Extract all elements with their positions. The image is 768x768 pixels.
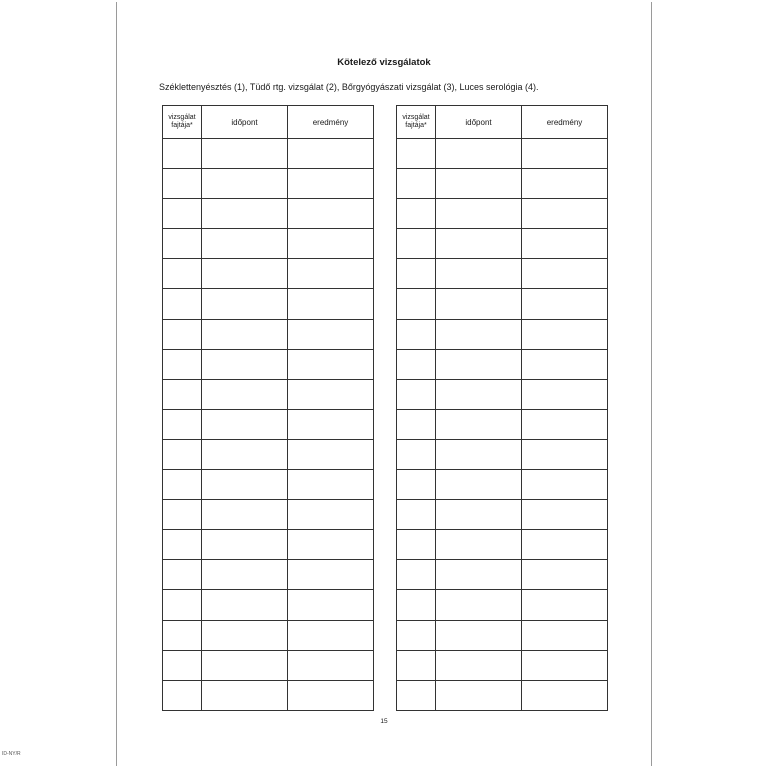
- header-result: eredmény: [288, 106, 374, 139]
- cell-date[interactable]: [436, 470, 522, 500]
- cell-result[interactable]: [288, 650, 374, 680]
- cell-result[interactable]: [522, 169, 608, 199]
- cell-exam-type[interactable]: [397, 289, 436, 319]
- cell-exam-type[interactable]: [397, 560, 436, 590]
- table-row: [397, 289, 608, 319]
- table-row: [397, 470, 608, 500]
- table-header-row: [163, 106, 374, 139]
- table-row: [163, 199, 374, 229]
- table-row: [397, 680, 608, 710]
- cell-date[interactable]: [202, 199, 288, 229]
- table-row: [397, 439, 608, 469]
- cell-date[interactable]: [436, 289, 522, 319]
- cell-date[interactable]: [436, 500, 522, 530]
- header-exam-type: vizsgálat fajtája*: [397, 106, 436, 139]
- cell-exam-type[interactable]: [163, 439, 202, 469]
- cell-result[interactable]: [288, 259, 374, 289]
- cell-result[interactable]: [522, 560, 608, 590]
- table-row: [163, 560, 374, 590]
- cell-date[interactable]: [436, 169, 522, 199]
- cell-result[interactable]: [522, 409, 608, 439]
- table-row: [397, 199, 608, 229]
- cell-date[interactable]: [202, 259, 288, 289]
- cell-result[interactable]: [288, 379, 374, 409]
- table-row: [163, 530, 374, 560]
- cell-result[interactable]: [522, 199, 608, 229]
- cell-result[interactable]: [288, 530, 374, 560]
- cell-exam-type[interactable]: [163, 199, 202, 229]
- table-row: [163, 620, 374, 650]
- header-date: időpont: [436, 106, 522, 139]
- cell-date[interactable]: [436, 650, 522, 680]
- cell-result[interactable]: [288, 199, 374, 229]
- cell-exam-type[interactable]: [397, 439, 436, 469]
- cell-exam-type[interactable]: [163, 680, 202, 710]
- table-row: [397, 379, 608, 409]
- exam-legend: Széklettenyésztés (1), Tüdő rtg. vizsgálat (2), Bőrgyógyászati vizsgálat (3), Luces serológia (4).: [159, 82, 539, 92]
- cell-date[interactable]: [436, 620, 522, 650]
- cell-result[interactable]: [288, 680, 374, 710]
- table-row: [163, 650, 374, 680]
- cell-date[interactable]: [436, 379, 522, 409]
- cell-result[interactable]: [288, 439, 374, 469]
- cell-exam-type[interactable]: [163, 319, 202, 349]
- table-row: [163, 259, 374, 289]
- cell-exam-type[interactable]: [397, 199, 436, 229]
- table-row: [397, 139, 608, 169]
- cell-result[interactable]: [522, 500, 608, 530]
- cell-date[interactable]: [436, 680, 522, 710]
- table-row: [397, 349, 608, 379]
- table-header-row: [397, 106, 608, 139]
- cell-date[interactable]: [202, 560, 288, 590]
- cell-result[interactable]: [522, 319, 608, 349]
- cell-result[interactable]: [522, 349, 608, 379]
- table-row: [163, 169, 374, 199]
- table-row: [163, 379, 374, 409]
- cell-exam-type[interactable]: [397, 680, 436, 710]
- cell-date[interactable]: [202, 349, 288, 379]
- cell-date[interactable]: [202, 379, 288, 409]
- table-row: [397, 530, 608, 560]
- cell-result[interactable]: [288, 620, 374, 650]
- exam-table-left: [162, 105, 374, 711]
- table-row: [163, 289, 374, 319]
- cell-result[interactable]: [522, 379, 608, 409]
- table-row: [397, 620, 608, 650]
- cell-date[interactable]: [202, 229, 288, 259]
- cell-result[interactable]: [288, 349, 374, 379]
- cell-date[interactable]: [436, 319, 522, 349]
- table-row: [163, 680, 374, 710]
- cell-exam-type[interactable]: [163, 560, 202, 590]
- table-body-left: [163, 139, 374, 711]
- cell-result[interactable]: [522, 229, 608, 259]
- cell-exam-type[interactable]: [163, 500, 202, 530]
- cell-exam-type[interactable]: [163, 229, 202, 259]
- cell-exam-type[interactable]: [163, 169, 202, 199]
- table-row: [163, 439, 374, 469]
- cell-result[interactable]: [288, 590, 374, 620]
- cell-exam-type[interactable]: [397, 500, 436, 530]
- table-row: [163, 500, 374, 530]
- cell-date[interactable]: [436, 229, 522, 259]
- cell-exam-type[interactable]: [163, 349, 202, 379]
- cell-result[interactable]: [522, 680, 608, 710]
- cell-date[interactable]: [202, 530, 288, 560]
- cell-date[interactable]: [436, 199, 522, 229]
- cell-date[interactable]: [202, 590, 288, 620]
- cell-exam-type[interactable]: [397, 169, 436, 199]
- cell-exam-type[interactable]: [397, 379, 436, 409]
- cell-result[interactable]: [522, 139, 608, 169]
- header-date: időpont: [202, 106, 288, 139]
- cell-exam-type[interactable]: [397, 409, 436, 439]
- cell-result[interactable]: [288, 560, 374, 590]
- cell-exam-type[interactable]: [163, 590, 202, 620]
- cell-exam-type[interactable]: [397, 349, 436, 379]
- cell-result[interactable]: [522, 590, 608, 620]
- cell-exam-type[interactable]: [397, 319, 436, 349]
- cell-exam-type[interactable]: [163, 259, 202, 289]
- cell-date[interactable]: [436, 139, 522, 169]
- cell-result[interactable]: [288, 409, 374, 439]
- table-row: [397, 259, 608, 289]
- exam-table-right: [396, 105, 608, 711]
- cell-exam-type[interactable]: [397, 470, 436, 500]
- table-row: [397, 650, 608, 680]
- table-row: [397, 229, 608, 259]
- cell-result[interactable]: [288, 169, 374, 199]
- header-result: eredmény: [522, 106, 608, 139]
- cell-date[interactable]: [202, 470, 288, 500]
- cell-exam-type[interactable]: [163, 379, 202, 409]
- cell-result[interactable]: [288, 289, 374, 319]
- cell-date[interactable]: [202, 319, 288, 349]
- cell-result[interactable]: [288, 229, 374, 259]
- cell-exam-type[interactable]: [397, 620, 436, 650]
- table-body-right: [397, 139, 608, 711]
- cell-result[interactable]: [288, 470, 374, 500]
- table-row: [397, 500, 608, 530]
- table-row: [163, 229, 374, 259]
- table-row: [397, 590, 608, 620]
- page-title: Kötelező vizsgálatok: [337, 57, 431, 68]
- table-row: [163, 409, 374, 439]
- cell-date[interactable]: [202, 500, 288, 530]
- cell-result[interactable]: [288, 139, 374, 169]
- cell-result[interactable]: [522, 289, 608, 319]
- cell-exam-type[interactable]: [397, 530, 436, 560]
- cell-date[interactable]: [436, 349, 522, 379]
- table-row: [163, 139, 374, 169]
- cell-date[interactable]: [436, 439, 522, 469]
- footer-code: ID-NY/R: [2, 751, 21, 757]
- cell-date[interactable]: [202, 439, 288, 469]
- cell-exam-type[interactable]: [397, 650, 436, 680]
- table-row: [397, 560, 608, 590]
- cell-date[interactable]: [202, 620, 288, 650]
- table-row: [163, 349, 374, 379]
- cell-result[interactable]: [288, 319, 374, 349]
- cell-result[interactable]: [522, 259, 608, 289]
- cell-date[interactable]: [436, 590, 522, 620]
- table-row: [163, 319, 374, 349]
- header-exam-type: vizsgálat fajtája*: [163, 106, 202, 139]
- table-row: [163, 590, 374, 620]
- table-row: [397, 319, 608, 349]
- table-row: [397, 169, 608, 199]
- cell-date[interactable]: [202, 680, 288, 710]
- cell-exam-type[interactable]: [163, 289, 202, 319]
- cell-date[interactable]: [436, 259, 522, 289]
- cell-date[interactable]: [436, 530, 522, 560]
- cell-date[interactable]: [202, 409, 288, 439]
- cell-date[interactable]: [202, 650, 288, 680]
- cell-exam-type[interactable]: [163, 409, 202, 439]
- cell-exam-type[interactable]: [163, 139, 202, 169]
- cell-exam-type[interactable]: [397, 259, 436, 289]
- cell-exam-type[interactable]: [163, 530, 202, 560]
- table-row: [163, 470, 374, 500]
- cell-date[interactable]: [202, 289, 288, 319]
- cell-result[interactable]: [522, 530, 608, 560]
- cell-result[interactable]: [522, 439, 608, 469]
- cell-date[interactable]: [436, 560, 522, 590]
- table-row: [397, 409, 608, 439]
- cell-date[interactable]: [436, 409, 522, 439]
- cell-result[interactable]: [522, 620, 608, 650]
- cell-date[interactable]: [202, 169, 288, 199]
- document-page: [116, 2, 652, 766]
- cell-exam-type[interactable]: [163, 650, 202, 680]
- cell-result[interactable]: [522, 470, 608, 500]
- cell-result[interactable]: [288, 500, 374, 530]
- cell-exam-type[interactable]: [397, 590, 436, 620]
- cell-result[interactable]: [522, 650, 608, 680]
- cell-exam-type[interactable]: [163, 620, 202, 650]
- cell-date[interactable]: [202, 139, 288, 169]
- cell-exam-type[interactable]: [397, 139, 436, 169]
- cell-exam-type[interactable]: [397, 229, 436, 259]
- cell-exam-type[interactable]: [163, 470, 202, 500]
- page-number: 15: [380, 718, 388, 725]
